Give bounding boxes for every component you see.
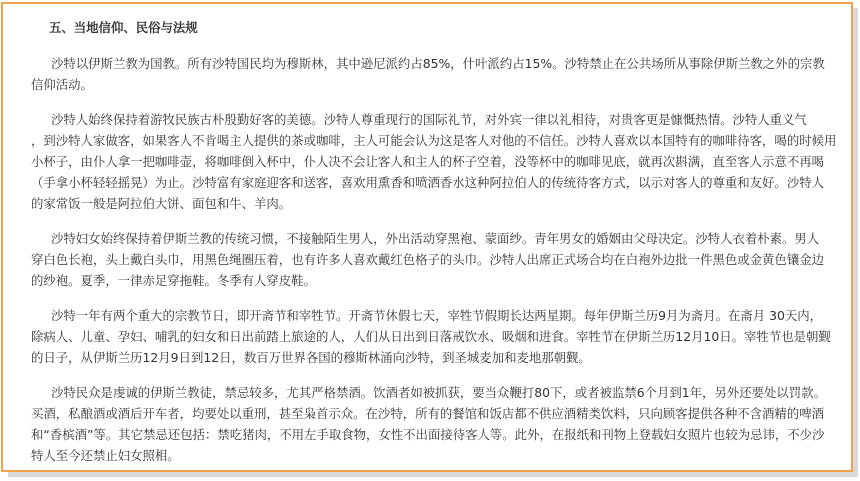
paragraph-line: 的日子，从伊斯兰历12月9日到12日，数百万世界各国的穆斯林涌向沙特，到圣城麦加和麦地那朝觐。	[31, 350, 591, 365]
paragraph-taboos	[31, 382, 831, 466]
paragraph-line: 除病人、儿童、孕妇、哺乳的妇女和日出前踏上旅途的人，人们从日出到日落戒饮水、吸烟和进食。宰牲节在伊斯兰历12月10日。宰牲节也是朝觐	[31, 329, 831, 344]
paragraph-line: 沙特人始终保持着游牧民族古朴殷勤好客的美德。沙特人尊重现行的国际礼节，对外宾一律以礼相待，对贵客更是慷慨热情。沙特人重义气	[51, 112, 807, 127]
paragraph-line: 的纱袍。夏季，一律赤足穿拖鞋。冬季有人穿皮鞋。	[31, 273, 316, 288]
paragraph-line: ，到沙特人家做客，如果客人不肯喝主人提供的茶或咖啡，主人可能会认为这是客人对他的不信任。沙特人喜欢以本国特有的咖啡待客，喝的时候用	[31, 133, 837, 148]
paragraph-line: 沙特民众是虔诚的伊斯兰教徒，禁忌较多，尤其严格禁酒。饮酒者如被抓获，要当众鞭打80下，或者被监禁6个月到1年，另外还要处以罚款。	[51, 385, 826, 400]
paragraph-line: 穿白色长袍，头上戴白头巾，用黑色绳圈压着，也有许多人喜欢戴红色格子的头巾。沙特人出席正式场合均在白袍外边批一件黑色或金黄色镶金边	[31, 252, 824, 267]
paragraph-dress	[31, 228, 831, 291]
paragraph-line: 沙特妇女始终保持着伊斯兰教的传统习惯，不接触陌生男人，外出活动穿黑袍、蒙面纱。青年男女的婚姻由父母决定。沙特人衣着朴素。男人	[51, 231, 820, 246]
paragraph-line: （手拿小杯轻轻摇晃）为止。沙特富有家庭迎客和送客，喜欢用熏香和喷洒香水这种阿拉伯人的传统待客方式，以示对客人的尊重和友好。沙特人	[31, 175, 824, 190]
paragraph-line: 和“香槟酒”等。其它禁忌还包括：禁吃猪肉，不用左手取食物，女性不出面接待客人等。此外，在报纸和刊物上登载妇女照片也较为忌讳，不少沙	[31, 427, 825, 442]
paragraph-line: 信仰活动。	[31, 77, 93, 92]
paragraph-line: 小杯子，由仆人拿一把咖啡壶，将咖啡倒入杯中，仆人决不会让客人和主人的杯子空着，没等杯中的咖啡见底，就再次斟满，直至客人示意不再喝	[31, 154, 824, 169]
paragraph-festivals	[31, 305, 831, 368]
paragraph-line: 特人至今还禁止妇女照相。	[31, 448, 180, 463]
section-heading: 五、当地信仰、民俗与法规	[49, 20, 198, 35]
paragraph-line: 沙特以伊斯兰教为国教。所有沙特国民均为穆斯林，其中逊尼派约占85%，什叶派约占15%。沙特禁止在公共场所从事除伊斯兰教之外的宗教	[51, 56, 825, 71]
paragraph-religion	[31, 53, 831, 95]
content-frame	[1, 2, 853, 472]
frame-shadow-right	[853, 8, 858, 476]
paragraph-line: 买酒，私酿酒或酒后开车者，均要处以重刑，甚至枭首示众。在沙特，所有的餐馆和饭店都不供应酒精类饮料，只向顾客提供各种不含酒精的啤酒	[31, 406, 824, 421]
paragraph-line: 沙特一年有两个重大的宗教节日，即开斋节和宰牲节。开斋节休假七天，宰牲节假期长达两星期。每年伊斯兰历9月为斋月。在斋月 30天内，	[51, 308, 823, 323]
article-body	[31, 18, 837, 480]
paragraph-hospitality	[31, 109, 837, 214]
paragraph-line: 的家常饭一般是阿拉伯大饼、面包和牛、羊肉。	[31, 196, 292, 211]
